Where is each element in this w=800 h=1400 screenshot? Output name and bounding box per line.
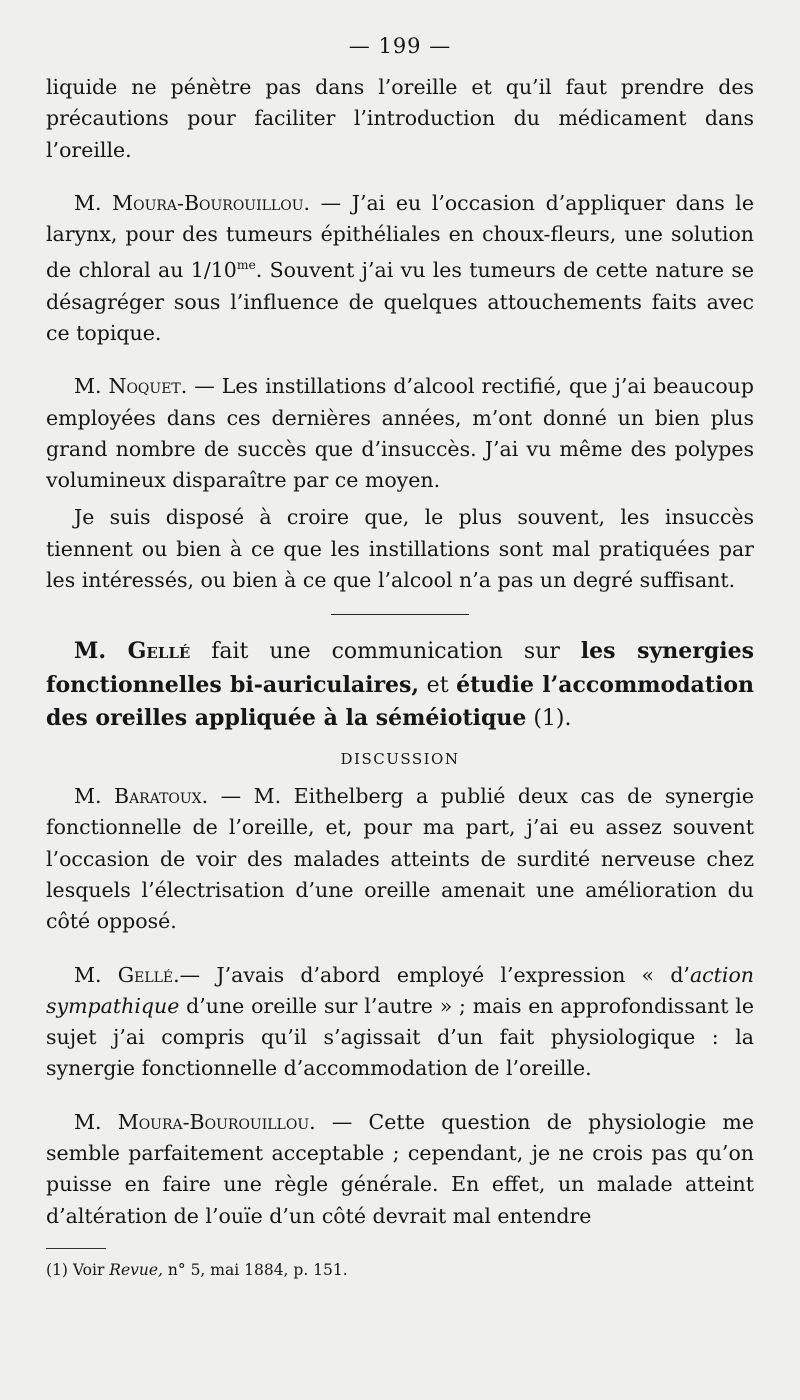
journal-name: Revue, <box>109 1260 163 1279</box>
paragraph <box>46 960 754 1085</box>
paragraph-text: — J’ai eu l’occasion d’appliquer dans le larynx, pour des tumeurs épithéliales en choux-fleurs, une solution de chloral au 1/10 <box>46 190 754 283</box>
paragraph-text: — M. Eithelberg a publié deux cas de synergie fonctionnelle de l’oreille, et, pour ma part, j’ai eu assez souvent l’occasion de voir des malades atteints de surdité nerveuse chez lesquels l’électrisation d’une oreille amenait une amélioration du côté opposé. <box>46 784 754 934</box>
footnote-divider <box>46 1248 106 1249</box>
paragraph-text: fait une communication sur <box>190 639 581 665</box>
speaker-name: M. Moura-Bourouillou. <box>74 1109 316 1134</box>
italic-phrase: action sympathique <box>46 962 754 1018</box>
paragraph <box>46 1107 754 1232</box>
speaker-name: M. Baratoux. <box>74 784 209 809</box>
communication-title: étudie l’accommodation des oreilles appliquée à la séméiotique <box>46 671 755 732</box>
speaker-name: M. Moura-Bourouillou. <box>74 190 311 215</box>
paragraph-text: et <box>419 672 457 698</box>
paragraph <box>46 188 754 349</box>
paragraph <box>46 781 754 937</box>
paragraph: liquide ne pénètre pas dans l’oreille et qu’il faut prendre des précautions pour faciliter l’introduction du médicament dans l’oreille. <box>46 75 754 162</box>
speaker-name: M. Gellé. <box>74 962 180 987</box>
paragraph <box>46 371 754 496</box>
page-number: — 199 — <box>348 34 452 58</box>
communication-title: les synergies fonctionnelles bi-auriculaires, <box>46 638 754 698</box>
section-divider <box>331 614 469 615</box>
speaker-name: M. Gellé <box>74 638 191 665</box>
superscript: me <box>236 258 256 273</box>
speaker-name: M. Noquet. <box>74 374 188 399</box>
footnote <box>46 1259 754 1281</box>
footnote-text: n° 5, mai 1884, p. 151. <box>162 1260 348 1279</box>
paragraph-text: . Souvent j’ai vu les tumeurs de cette nature se désagréger sous l’influence de quelques attouchements faits avec ce topique. <box>46 258 754 345</box>
footnote-reference: (1). <box>526 706 572 732</box>
paragraph: Je suis disposé à croire que, le plus souvent, les insuccès tiennent ou bien à ce que les instillations sont mal pratiquées par les intéressés, ou bien à ce que l’alcool n’a pas un degré suffisant. <box>46 505 754 592</box>
paragraph-text: — Cette question de physiologie me semble parfaitement acceptable ; cependant, je ne crois pas qu’on puisse en faire une règle générale. En effet, un malade atteint d’altération de l’ouïe d’un côté devrait mal entendre <box>46 1109 754 1228</box>
paragraph-text: — Les instillations d’alcool rectifié, que j’ai beaucoup employées dans ces dernières années, m’ont donné un bien plus grand nombre de succès que d’insuccès. J’ai vu même des polypes volumineux disparaître par ce moyen. <box>46 374 754 493</box>
paragraph-text: — J’avais d’abord employé l’expression « d’ <box>179 962 690 987</box>
section-heading: DISCUSSION <box>340 749 460 768</box>
communication-paragraph <box>46 635 754 736</box>
paragraph-text: d’une oreille sur l’autre » ; mais en approfondissant le sujet j’ai compris qu’il s’agissait d’un fait physiologique : la synergie fonctionnelle d’accommodation de l’oreille. <box>46 993 754 1081</box>
footnote-text: Voir <box>67 1260 110 1279</box>
footnote-marker: (1) <box>46 1260 68 1279</box>
main-text <box>46 72 754 1232</box>
